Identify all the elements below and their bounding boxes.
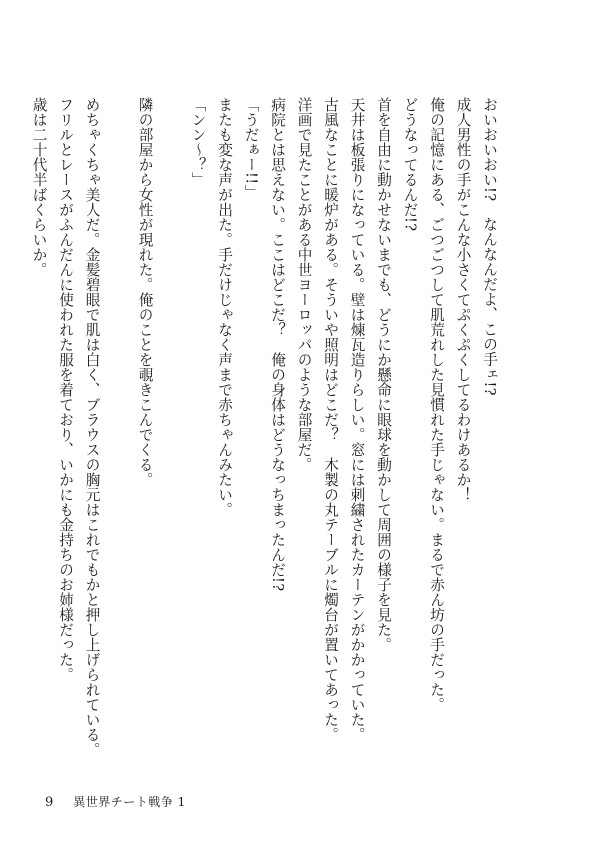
text-line: 歳は二十代半ばくらいか。	[30, 97, 48, 277]
text-line: 首を自由に動かせないまでも、どうにか懸命に眼球を動かして周囲の様子を見た。	[375, 97, 392, 652]
text-line: 古風なことに暖炉がある。そういや照明はどこだ？ 木製の丸テーブルに燭台が置いてあった。	[322, 97, 339, 742]
page-footer	[45, 793, 186, 810]
vertical-text-body	[30, 97, 502, 777]
text-line: おいおいおい!? なんなんだよ、この手ェ!?	[481, 97, 498, 396]
text-line: 病院とは思えない。ここはどこだ？ 俺の身体はどうなっちまったんだ!?	[269, 97, 286, 592]
text-line: 隣の部屋から女性が現れた。俺のことを覗きこんでくる。	[136, 97, 154, 487]
text-line: 俺の記憶にある、ごつごつして肌荒れした見慣れた手じゃない。まるで赤ん坊の手だった。	[428, 97, 445, 712]
text-line: どうなってるんだ!?	[401, 97, 419, 232]
running-title: 異世界チート戦争 1	[73, 795, 186, 809]
text-line: 成人男性の手がこんな小さくてぷくぷくしてるわけあるか！	[454, 97, 472, 502]
text-line: またも変な声が出た。手だけじゃなく声まで赤ちゃんみたい。	[216, 97, 233, 517]
text-line: 天井は板張りになっている。壁は煉瓦造りらしい。窓には刺繍されたカーテンがかかっていた。	[348, 97, 366, 742]
text-line: 洋画で見たことがある中世ヨーロッパのような部屋だ。	[295, 97, 313, 472]
text-line: めちゃくちゃ美人だ。金髪碧眼で肌は白く、ブラウスの胸元はこれでもかと押し上げられている。	[83, 97, 101, 757]
text-line: フリルとレースがふんだんに使われた服を着ており、いかにも金持ちのお姉様だった。	[57, 97, 74, 682]
text-line: 「うだぁー!!」	[242, 97, 260, 200]
text-line: 「ンン～？」	[189, 97, 207, 187]
page-number: 9	[45, 795, 54, 810]
